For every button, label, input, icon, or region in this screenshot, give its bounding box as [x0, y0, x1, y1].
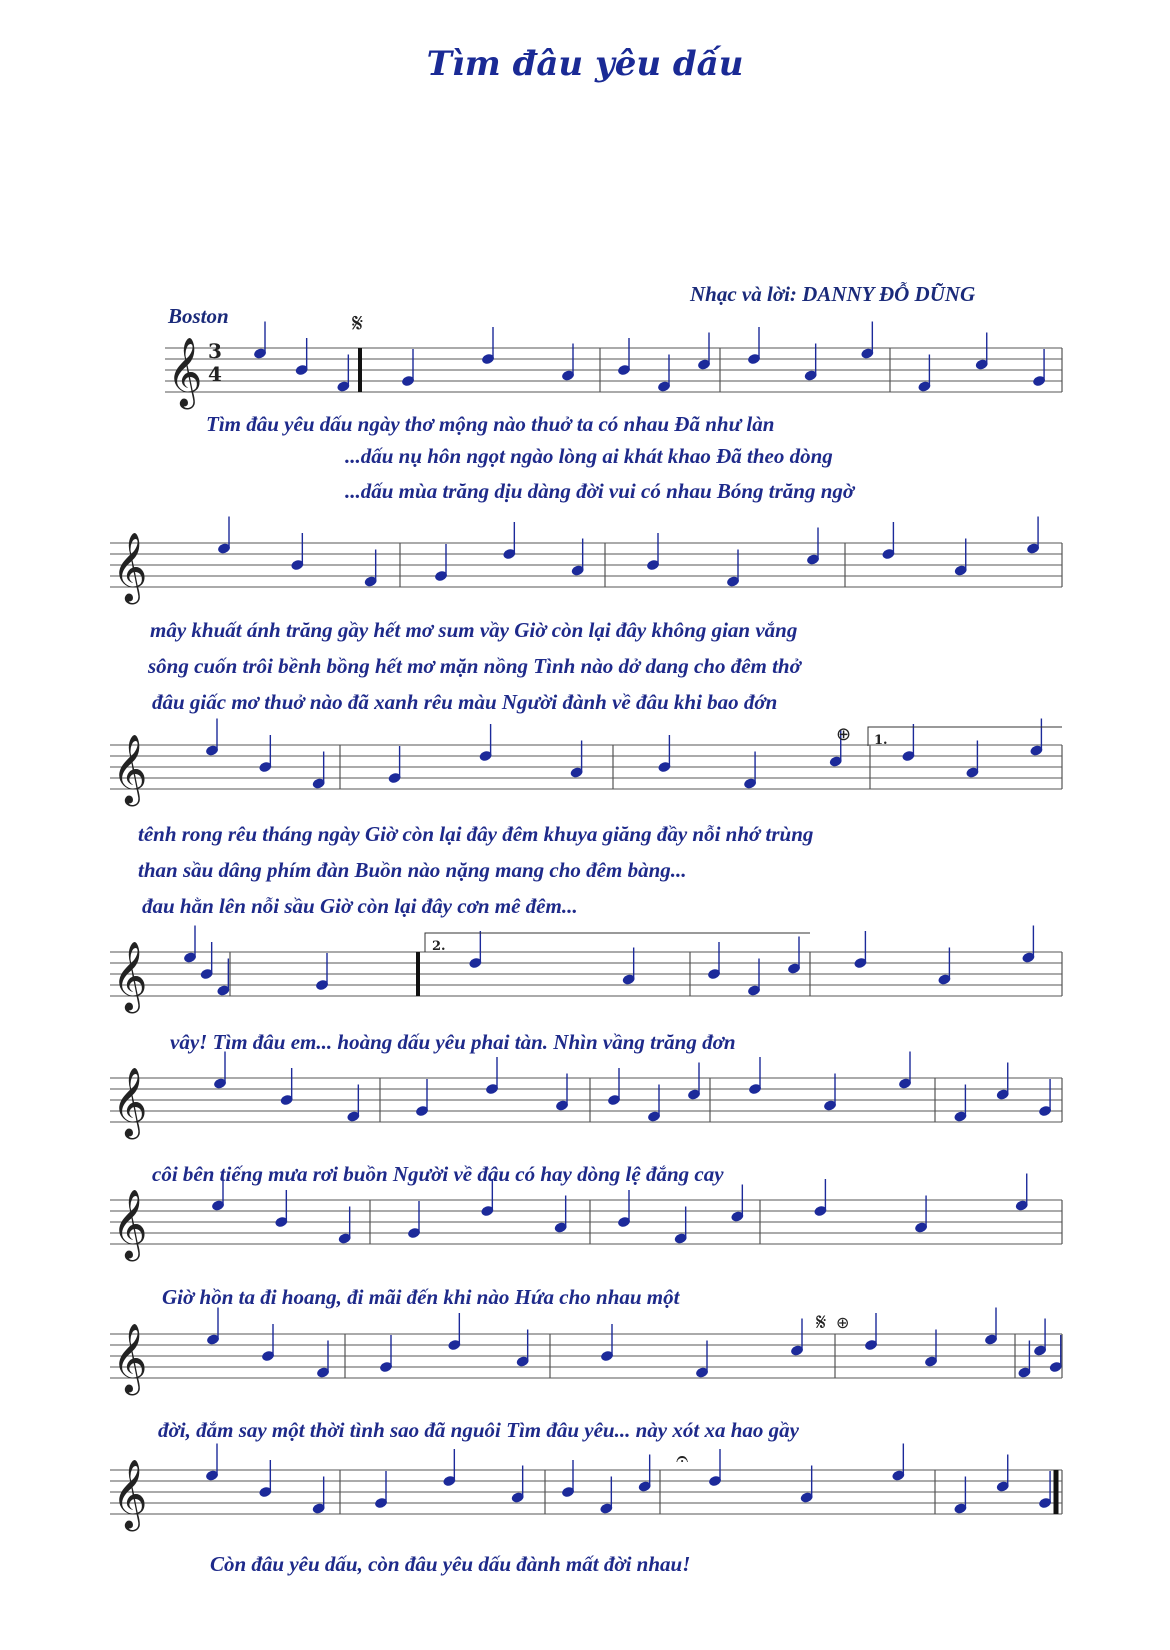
- treble-clef-icon: 𝄞: [112, 734, 148, 804]
- lyric-line-1-3: ...dấu mùa trăng dịu dàng đời vui có nhau Bóng trăng ngờ: [345, 479, 855, 503]
- lyric-line-3-3: đau hằn lên nỗi sầu Giờ còn lại đây cơn mê đêm...: [142, 894, 578, 918]
- fermata-icon: 𝄐: [676, 1447, 689, 1472]
- ending-label-1: 1.: [874, 733, 888, 748]
- volta-bracket-1: [868, 727, 1062, 746]
- time-signature-bottom: 4: [208, 362, 222, 386]
- volta-bracket-2: [425, 933, 810, 952]
- treble-clef-icon: 𝄞: [112, 941, 148, 1011]
- treble-clef-icon: 𝄞: [112, 1323, 148, 1393]
- lyric-line-4: vây! Tìm đâu em... hoàng dấu yêu phai tàn. Nhìn vầng trăng đơn: [170, 1030, 736, 1054]
- ending-label-2: 2.: [432, 939, 446, 954]
- lyric-line-2-2: sông cuốn trôi bềnh bồng hết mơ mặn nồng Tình nào dở dang cho đêm thở: [148, 654, 801, 678]
- lyric-line-1-1: Tìm đâu yêu dấu ngày thơ mộng nào thuở ta có nhau Đã như làn: [206, 412, 775, 436]
- staff-lines: [110, 337, 1062, 1531]
- lyric-line-3-2: than sầu dâng phím đàn Buồn nào nặng mang cho đêm bàng...: [138, 858, 687, 882]
- song-title: Tìm đâu yêu dấu: [426, 44, 744, 84]
- segno-icon: 𝄋: [816, 1308, 827, 1336]
- treble-clef-icon: 𝄞: [167, 337, 203, 407]
- lyric-line-8: Còn đâu yêu dấu, còn đâu yêu dấu đành mất đời nhau!: [210, 1552, 691, 1576]
- lyric-line-3-1: tênh rong rêu tháng ngày Giờ còn lại đây đêm khuya giăng đầy nỗi nhớ trùng: [138, 822, 814, 846]
- segno-icon: 𝄋: [352, 309, 364, 339]
- lyric-line-2-1: mây khuất ánh trăng gầy hết mơ sum vầy Giờ còn lại đây không gian vắng: [150, 618, 798, 642]
- lyric-line-5: côi bên tiếng mưa rơi buồn Người về đâu có hay dòng lệ đắng cay: [152, 1162, 724, 1186]
- coda-icon: ⊕: [836, 724, 852, 745]
- treble-clef-icon: 𝄞: [112, 532, 148, 602]
- treble-clef-icon: 𝄞: [112, 1067, 148, 1137]
- treble-clef-icon: 𝄞: [112, 1189, 148, 1259]
- lyric-line-2-3: đâu giấc mơ thuở nào đã xanh rêu màu Người đành về đâu khi bao đớn: [152, 690, 778, 714]
- treble-clef-icon: 𝄞: [112, 1459, 148, 1529]
- coda-icon: ⊕: [836, 1313, 850, 1332]
- tempo-marking: Boston: [168, 304, 229, 328]
- lyric-line-7: đời, đắm say một thời tình sao đã nguôi Tìm đâu yêu... này xót xa hao gầy: [158, 1418, 799, 1442]
- composer-credit: Nhạc và lời: DANNY ĐỖ DŨNG: [690, 282, 976, 306]
- lyric-line-1-2: ...dấu nụ hôn ngọt ngào lòng ai khát khao Đã theo dòng: [345, 444, 833, 468]
- time-signature-top: 3: [208, 339, 222, 363]
- lyric-line-6: Giờ hồn ta đi hoang, đi mãi đến khi nào Hứa cho nhau một: [162, 1285, 680, 1309]
